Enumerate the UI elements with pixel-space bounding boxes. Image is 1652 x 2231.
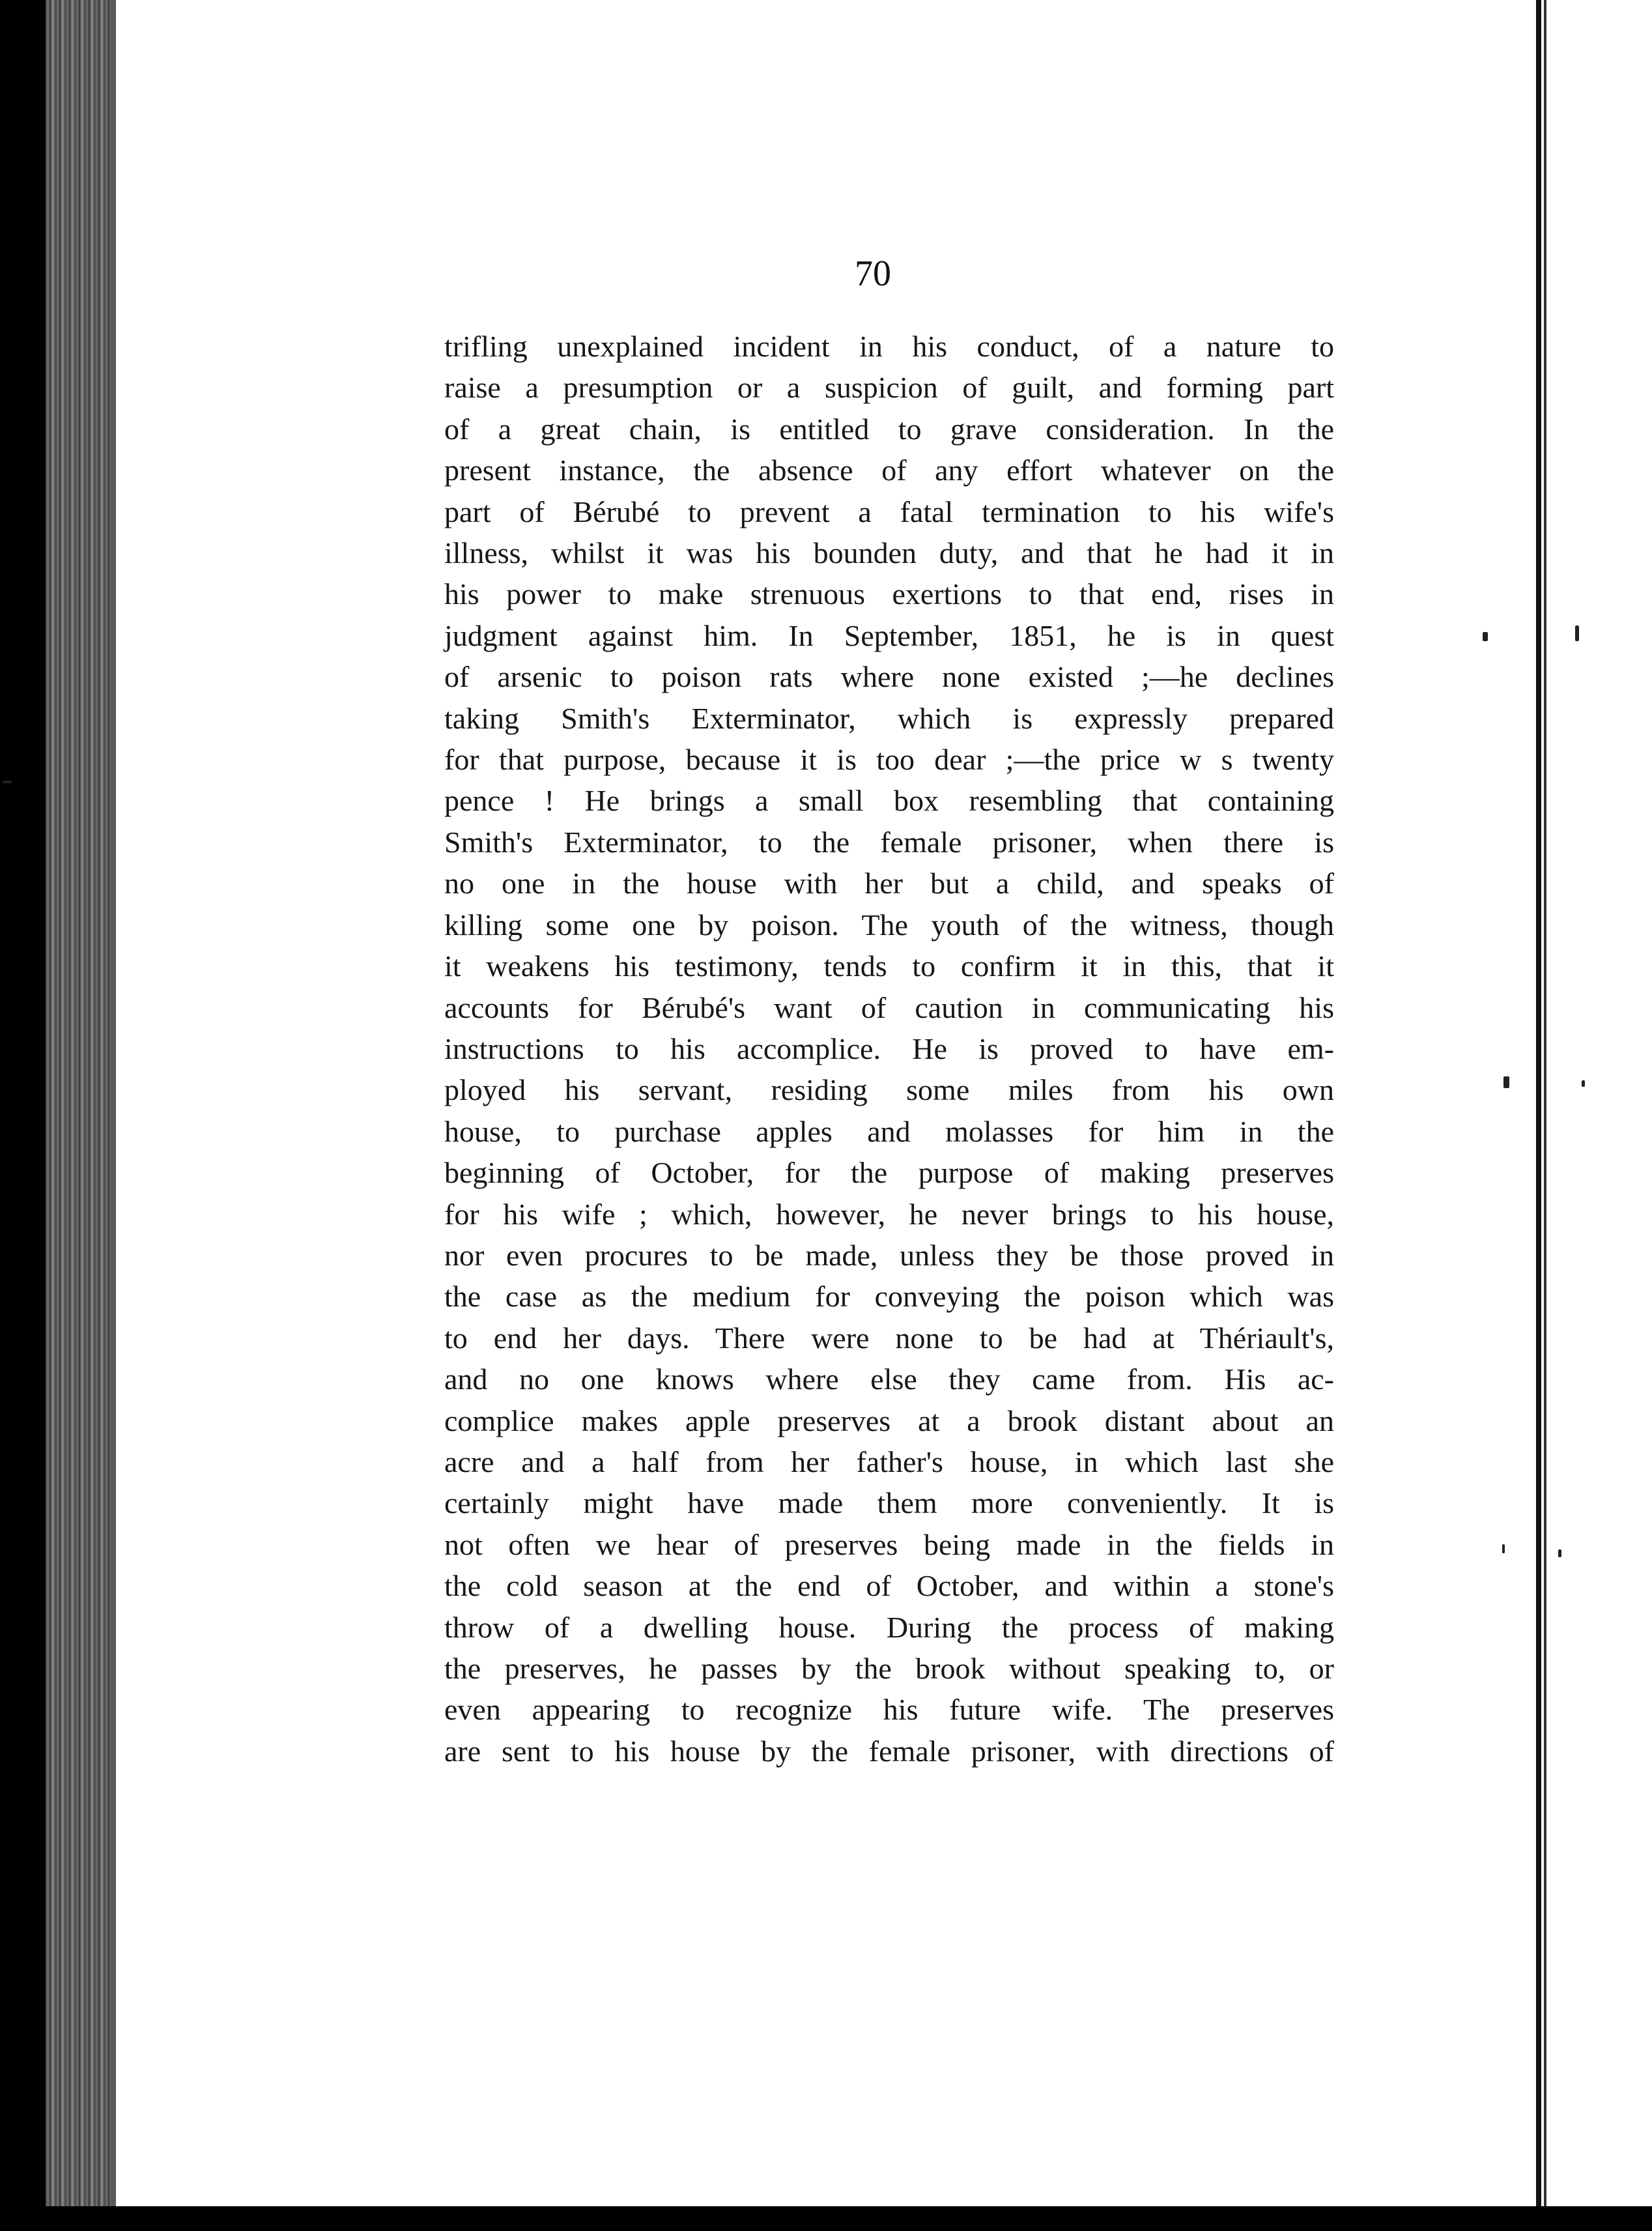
ink-speck [1483,632,1488,641]
text-line: part of Bérubé to prevent a fatal termination to his wife's [444,495,1334,528]
text-line: ployed his servant, residing some miles from his own [444,1073,1334,1107]
facing-page-sliver [1546,0,1652,2231]
text-line: beginning of October, for the purpose of making preserves [444,1156,1334,1190]
text-line: even appearing to recognize his future wife. The preserves [444,1693,1334,1727]
gutter-shadow [111,0,116,2231]
text-line: instructions to his accomplice. He is proved to have em- [444,1031,1334,1065]
text-line: judgment against him. In September, 1851, he is in quest [444,618,1334,652]
text-line: pence ! He brings a small box resembling that containing [444,784,1334,818]
text-line: illness, whilst it was his bounden duty, and that he had it in [444,536,1334,570]
ink-speck [1503,1076,1509,1088]
ink-speck [1582,1080,1585,1087]
text-line: and no one knows where else they came from. His ac- [444,1362,1334,1396]
scan-left-border [0,0,46,2231]
text-line: present instance, the absence of any effort whatever on the [444,453,1334,487]
text-line: are sent to his house by the female prisoner, with directions of [444,1734,1334,1768]
text-line: for his wife ; which, however, he never brings to his house, [444,1197,1334,1231]
text-line: certainly might have made them more conveniently. It is [444,1486,1334,1520]
text-line: not often we hear of preserves being made in the fields in [444,1527,1334,1561]
text-line: complice makes apple preserves at a brook distant about an [444,1403,1334,1437]
ink-speck [3,781,12,783]
text-line: house, to purchase apples and molasses for him in the [444,1114,1334,1148]
text-line: killing some one by poison. The youth of the witness, though [444,908,1334,942]
text-line: the preserves, he passes by the brook without speaking to, or [444,1652,1334,1685]
text-line: it weakens his testimony, tends to confirm it in this, that it [444,949,1334,983]
text-line: the case as the medium for conveying the poison which was [444,1280,1334,1314]
ink-speck [1575,626,1579,641]
text-line: no one in the house with her but a child, and speaks of [444,867,1334,900]
text-line: trifling unexplained incident in his conduct, of a nature to [444,330,1334,363]
text-line: his power to make strenuous exertions to that end, rises in [444,577,1334,611]
ink-speck [1502,1544,1505,1553]
text-line: raise a presumption or a suspicion of guilt, and forming part [444,371,1334,405]
book-binding-edge [46,0,111,2231]
page-right-edge [1536,0,1541,2231]
body-text [444,326,1334,1772]
text-line: for that purpose, because it is too dear ;—the price w s twenty [444,743,1334,777]
text-line: accounts for Bérubé's want of caution in communicating his [444,990,1334,1024]
text-line: to end her days. There were none to be had at Thériault's, [444,1321,1334,1355]
ink-speck [1558,1549,1561,1557]
text-line: the cold season at the end of October, and within a stone's [444,1569,1334,1603]
text-line: acre and a half from her father's house, in which last she [444,1445,1334,1478]
text-line: Smith's Exterminator, to the female prisoner, when there is [444,825,1334,859]
scan-bottom-border [0,2206,1652,2231]
text-line: throw of a dwelling house. During the process of making [444,1610,1334,1644]
text-line: nor even procures to be made, unless they be those proved in [444,1238,1334,1272]
page-number: 70 [855,253,891,294]
text-line: taking Smith's Exterminator, which is expressly prepared [444,701,1334,735]
text-line: of arsenic to poison rats where none existed ;—he declines [444,660,1334,694]
text-line: of a great chain, is entitled to grave consideration. In the [444,412,1334,446]
